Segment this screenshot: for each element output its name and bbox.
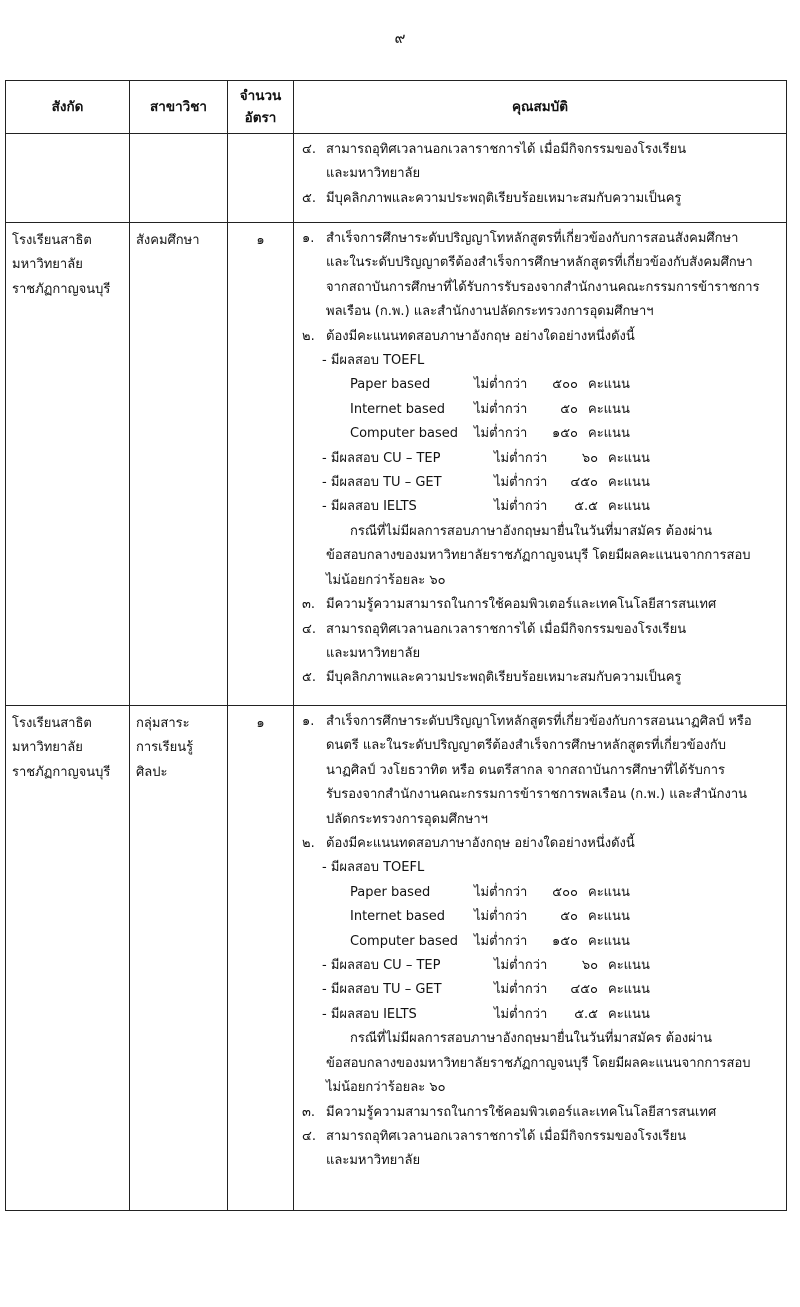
score-unit: คะแนน — [588, 377, 630, 393]
item-number: ๑. — [302, 231, 315, 246]
continuation-text: ไม่น้อยกว่าร้อยละ ๖๐ — [326, 1080, 446, 1096]
score-unit: คะแนน — [588, 426, 630, 442]
qualifications-list — [294, 223, 786, 691]
score-requirement — [302, 398, 780, 422]
minimum-label: ไม่ต่ำกว่า — [494, 958, 548, 974]
count-cell — [228, 223, 294, 706]
item-text: มีความรู้ความสามารถในการใช้คอมพิวเตอร์และเทคโนโลยีสารสนเทศ — [326, 1104, 717, 1120]
score-requirement — [302, 930, 780, 954]
numbered-item — [302, 1101, 780, 1125]
score-requirement — [302, 447, 780, 471]
minimum-label: ไม่ต่ำกว่า — [474, 884, 528, 900]
item-number: ๕. — [302, 670, 316, 686]
minimum-label: ไม่ต่ำกว่า — [494, 982, 548, 998]
continuation-text: ข้อสอบกลางของมหาวิทยาลัยราชภัฏกาญจนบุรี โดยมีผลคะแนนจากการสอบ — [326, 1055, 751, 1071]
item-text: สามารถอุทิศเวลานอกเวลาราชการได้ เมื่อมีกิจกรรมของโรงเรียน — [326, 621, 687, 637]
numbered-item — [302, 325, 780, 349]
score-value: ๕๐ — [560, 909, 578, 925]
test-name: - มีผลสอบ CU – TEP — [322, 958, 441, 974]
test-name: Computer based — [350, 933, 458, 949]
continuation-text: และมหาวิทยาลัย — [326, 166, 421, 182]
subject-cell — [130, 134, 228, 223]
minimum-label: ไม่ต่ำกว่า — [494, 450, 548, 466]
header-affiliation: สังกัด — [6, 81, 130, 134]
note-text: กรณีที่ไม่มีผลการสอบภาษาอังกฤษมายื่นในวันที่มาสมัคร ต้องผ่าน — [350, 523, 713, 539]
header-subject: สาขาวิชา — [130, 81, 228, 134]
score-value: ๖๐ — [581, 450, 598, 466]
score-requirement — [302, 471, 780, 495]
continuation-text: ไม่น้อยกว่าร้อยละ ๖๐ — [326, 572, 446, 588]
header-qualifications: คุณสมบัติ — [294, 81, 787, 134]
numbered-item — [302, 227, 780, 251]
numbered-item — [302, 832, 780, 856]
subject-text: สังคมศึกษา — [136, 233, 200, 248]
continuation-text: และมหาวิทยาลัย — [326, 645, 421, 661]
affiliation-cell — [6, 223, 130, 706]
minimum-label: ไม่ต่ำกว่า — [474, 426, 528, 442]
score-unit: คะแนน — [608, 450, 650, 466]
test-name: Computer based — [350, 426, 458, 442]
item-text: มีบุคลิกภาพและความประพฤติเรียบร้อยเหมาะสมกับความเป็นครู — [326, 190, 682, 206]
affiliation-text: โรงเรียนสาธิต มหาวิทยาลัย ราชภัฏกาญจนบุรี — [12, 233, 111, 297]
test-name: - มีผลสอบ IELTS — [322, 1006, 417, 1022]
score-value: ๖๐ — [581, 958, 598, 974]
table-row — [6, 223, 787, 706]
score-requirement — [302, 422, 780, 446]
score-value: ๔๕๐ — [570, 475, 598, 491]
affiliation-text: โรงเรียนสาธิต มหาวิทยาลัย ราชภัฏกาญจนบุรี — [12, 716, 111, 780]
numbered-item — [302, 593, 780, 617]
item-number: ๓. — [302, 1104, 316, 1120]
continuation-text: นาฏศิลป์ วงโยธวาทิต หรือ ดนตรีสากล จากสถาบันการศึกษาที่ได้รับการ — [326, 762, 726, 778]
score-unit: คะแนน — [588, 933, 630, 949]
continuation-text: จากสถาบันการศึกษาที่ได้รับการรับรองจากสำนักงานคณะกรรมการข้าราชการ — [326, 279, 760, 295]
score-requirement — [302, 1003, 780, 1027]
score-unit: คะแนน — [608, 958, 650, 974]
test-name: - มีผลสอบ TU – GET — [322, 982, 442, 998]
item-number: ๔. — [302, 142, 316, 157]
item-text: มีความรู้ความสามารถในการใช้คอมพิวเตอร์และเทคโนโลยีสารสนเทศ — [326, 597, 717, 613]
score-value: ๔๕๐ — [570, 982, 598, 998]
numbered-item — [302, 618, 780, 642]
test-name: - มีผลสอบ IELTS — [322, 499, 417, 515]
minimum-label: ไม่ต่ำกว่า — [474, 933, 528, 949]
item-text: ต้องมีคะแนนทดสอบภาษาอังกฤษ อย่างใดอย่างหนึ่งดังนี้ — [326, 328, 635, 344]
score-unit: คะแนน — [608, 475, 650, 491]
page-number: ๙ — [394, 29, 406, 47]
numbered-item — [302, 138, 780, 162]
qualifications-cell — [294, 223, 787, 706]
numbered-item — [302, 1125, 780, 1149]
score-unit: คะแนน — [588, 909, 630, 925]
item-text: สำเร็จการศึกษาระดับปริญญาโทหลักสูตรที่เกี่ยวข้องกับการสอนนาฏศิลป์ หรือ — [326, 714, 752, 729]
item-text: สามารถอุทิศเวลานอกเวลาราชการได้ เมื่อมีกิจกรรมของโรงเรียน — [326, 142, 687, 157]
score-unit: คะแนน — [608, 982, 650, 998]
sub-item: - มีผลสอบ TOEFL — [322, 860, 425, 876]
continuation-text: พลเรือน (ก.พ.) และสำนักงานปลัดกระทรวงการอุดมศึกษาฯ — [326, 304, 654, 320]
score-value: ๕.๕ — [574, 1006, 598, 1022]
numbered-item — [302, 187, 780, 211]
score-value: ๕.๕ — [574, 499, 598, 515]
score-requirement — [302, 954, 780, 978]
test-name: Internet based — [350, 401, 445, 417]
test-name: - มีผลสอบ CU – TEP — [322, 450, 441, 466]
count-text: ๑ — [256, 716, 265, 731]
table-row — [6, 706, 787, 1211]
qualifications-list — [294, 134, 786, 211]
score-requirement — [302, 373, 780, 397]
score-value: ๕๐๐ — [552, 884, 578, 900]
score-requirement — [302, 881, 780, 905]
continuation-text: ข้อสอบกลางของมหาวิทยาลัยราชภัฏกาญจนบุรี โดยมีผลคะแนนจากการสอบ — [326, 548, 751, 564]
item-number: ๒. — [302, 836, 315, 852]
qualifications-list — [294, 706, 786, 1174]
count-cell — [228, 134, 294, 223]
table-header-row — [6, 81, 787, 134]
affiliation-text — [6, 134, 129, 146]
qualifications-cell — [294, 706, 787, 1211]
continuation-text: ปลัดกระทรวงการอุดมศึกษาฯ — [326, 811, 488, 827]
item-text: สำเร็จการศึกษาระดับปริญญาโทหลักสูตรที่เกี่ยวข้องกับการสอนสังคมศึกษา — [326, 231, 739, 246]
score-value: ๕๐๐ — [552, 377, 578, 393]
table-row — [6, 134, 787, 223]
item-number: ๒. — [302, 328, 315, 344]
note-text: กรณีที่ไม่มีผลการสอบภาษาอังกฤษมายื่นในวันที่มาสมัคร ต้องผ่าน — [350, 1031, 713, 1047]
item-number: ๔. — [302, 621, 316, 637]
test-name: Paper based — [350, 884, 431, 900]
test-name: Paper based — [350, 377, 431, 393]
score-unit: คะแนน — [588, 884, 630, 900]
score-requirement — [302, 905, 780, 929]
score-value: ๕๐ — [560, 401, 578, 417]
item-text: สามารถอุทิศเวลานอกเวลาราชการได้ เมื่อมีกิจกรรมของโรงเรียน — [326, 1128, 687, 1144]
header-count: จำนวน อัตรา — [228, 81, 294, 134]
minimum-label: ไม่ต่ำกว่า — [474, 401, 528, 417]
test-name: - มีผลสอบ TU – GET — [322, 475, 442, 491]
score-unit: คะแนน — [608, 1006, 650, 1022]
minimum-label: ไม่ต่ำกว่า — [494, 475, 548, 491]
minimum-label: ไม่ต่ำกว่า — [494, 1006, 548, 1022]
continuation-text: รับรองจากสำนักงานคณะกรรมการข้าราชการพลเรือน (ก.พ.) และสำนักงาน — [326, 787, 748, 803]
score-unit: คะแนน — [588, 401, 630, 417]
count-text — [228, 134, 293, 140]
count-text: ๑ — [256, 233, 265, 248]
test-name: Internet based — [350, 909, 445, 925]
continuation-text: และในระดับปริญญาตรีต้องสำเร็จการศึกษาหลักสูตรที่เกี่ยวข้องกับสังคมศึกษา — [326, 255, 753, 271]
subject-cell — [130, 223, 228, 706]
score-requirement — [302, 978, 780, 1002]
score-value: ๑๕๐ — [551, 933, 578, 949]
subject-text: กลุ่มสาระ การเรียนรู้ ศิลปะ — [136, 716, 194, 780]
minimum-label: ไม่ต่ำกว่า — [494, 499, 548, 515]
continuation-text: และมหาวิทยาลัย — [326, 1153, 421, 1169]
numbered-item — [302, 666, 780, 690]
affiliation-cell — [6, 134, 130, 223]
continuation-text: ดนตรี และในระดับปริญญาตรีต้องสำเร็จการศึกษาหลักสูตรที่เกี่ยวข้องกับ — [326, 738, 726, 754]
minimum-label: ไม่ต่ำกว่า — [474, 909, 528, 925]
item-number: ๓. — [302, 597, 316, 613]
qualifications-table — [5, 80, 787, 1211]
score-value: ๑๕๐ — [551, 426, 578, 442]
item-number: ๑. — [302, 714, 315, 729]
item-text: ต้องมีคะแนนทดสอบภาษาอังกฤษ อย่างใดอย่างหนึ่งดังนี้ — [326, 836, 635, 852]
minimum-label: ไม่ต่ำกว่า — [474, 377, 528, 393]
score-unit: คะแนน — [608, 499, 650, 515]
numbered-item — [302, 710, 780, 734]
score-requirement — [302, 495, 780, 519]
subject-cell — [130, 706, 228, 1211]
item-number: ๕. — [302, 190, 316, 206]
qualifications-cell — [294, 134, 787, 223]
item-number: ๔. — [302, 1128, 316, 1144]
sub-item: - มีผลสอบ TOEFL — [322, 353, 425, 369]
count-cell — [228, 706, 294, 1211]
item-text: มีบุคลิกภาพและความประพฤติเรียบร้อยเหมาะสมกับความเป็นครู — [326, 670, 682, 686]
affiliation-cell — [6, 706, 130, 1211]
subject-text — [130, 134, 227, 146]
